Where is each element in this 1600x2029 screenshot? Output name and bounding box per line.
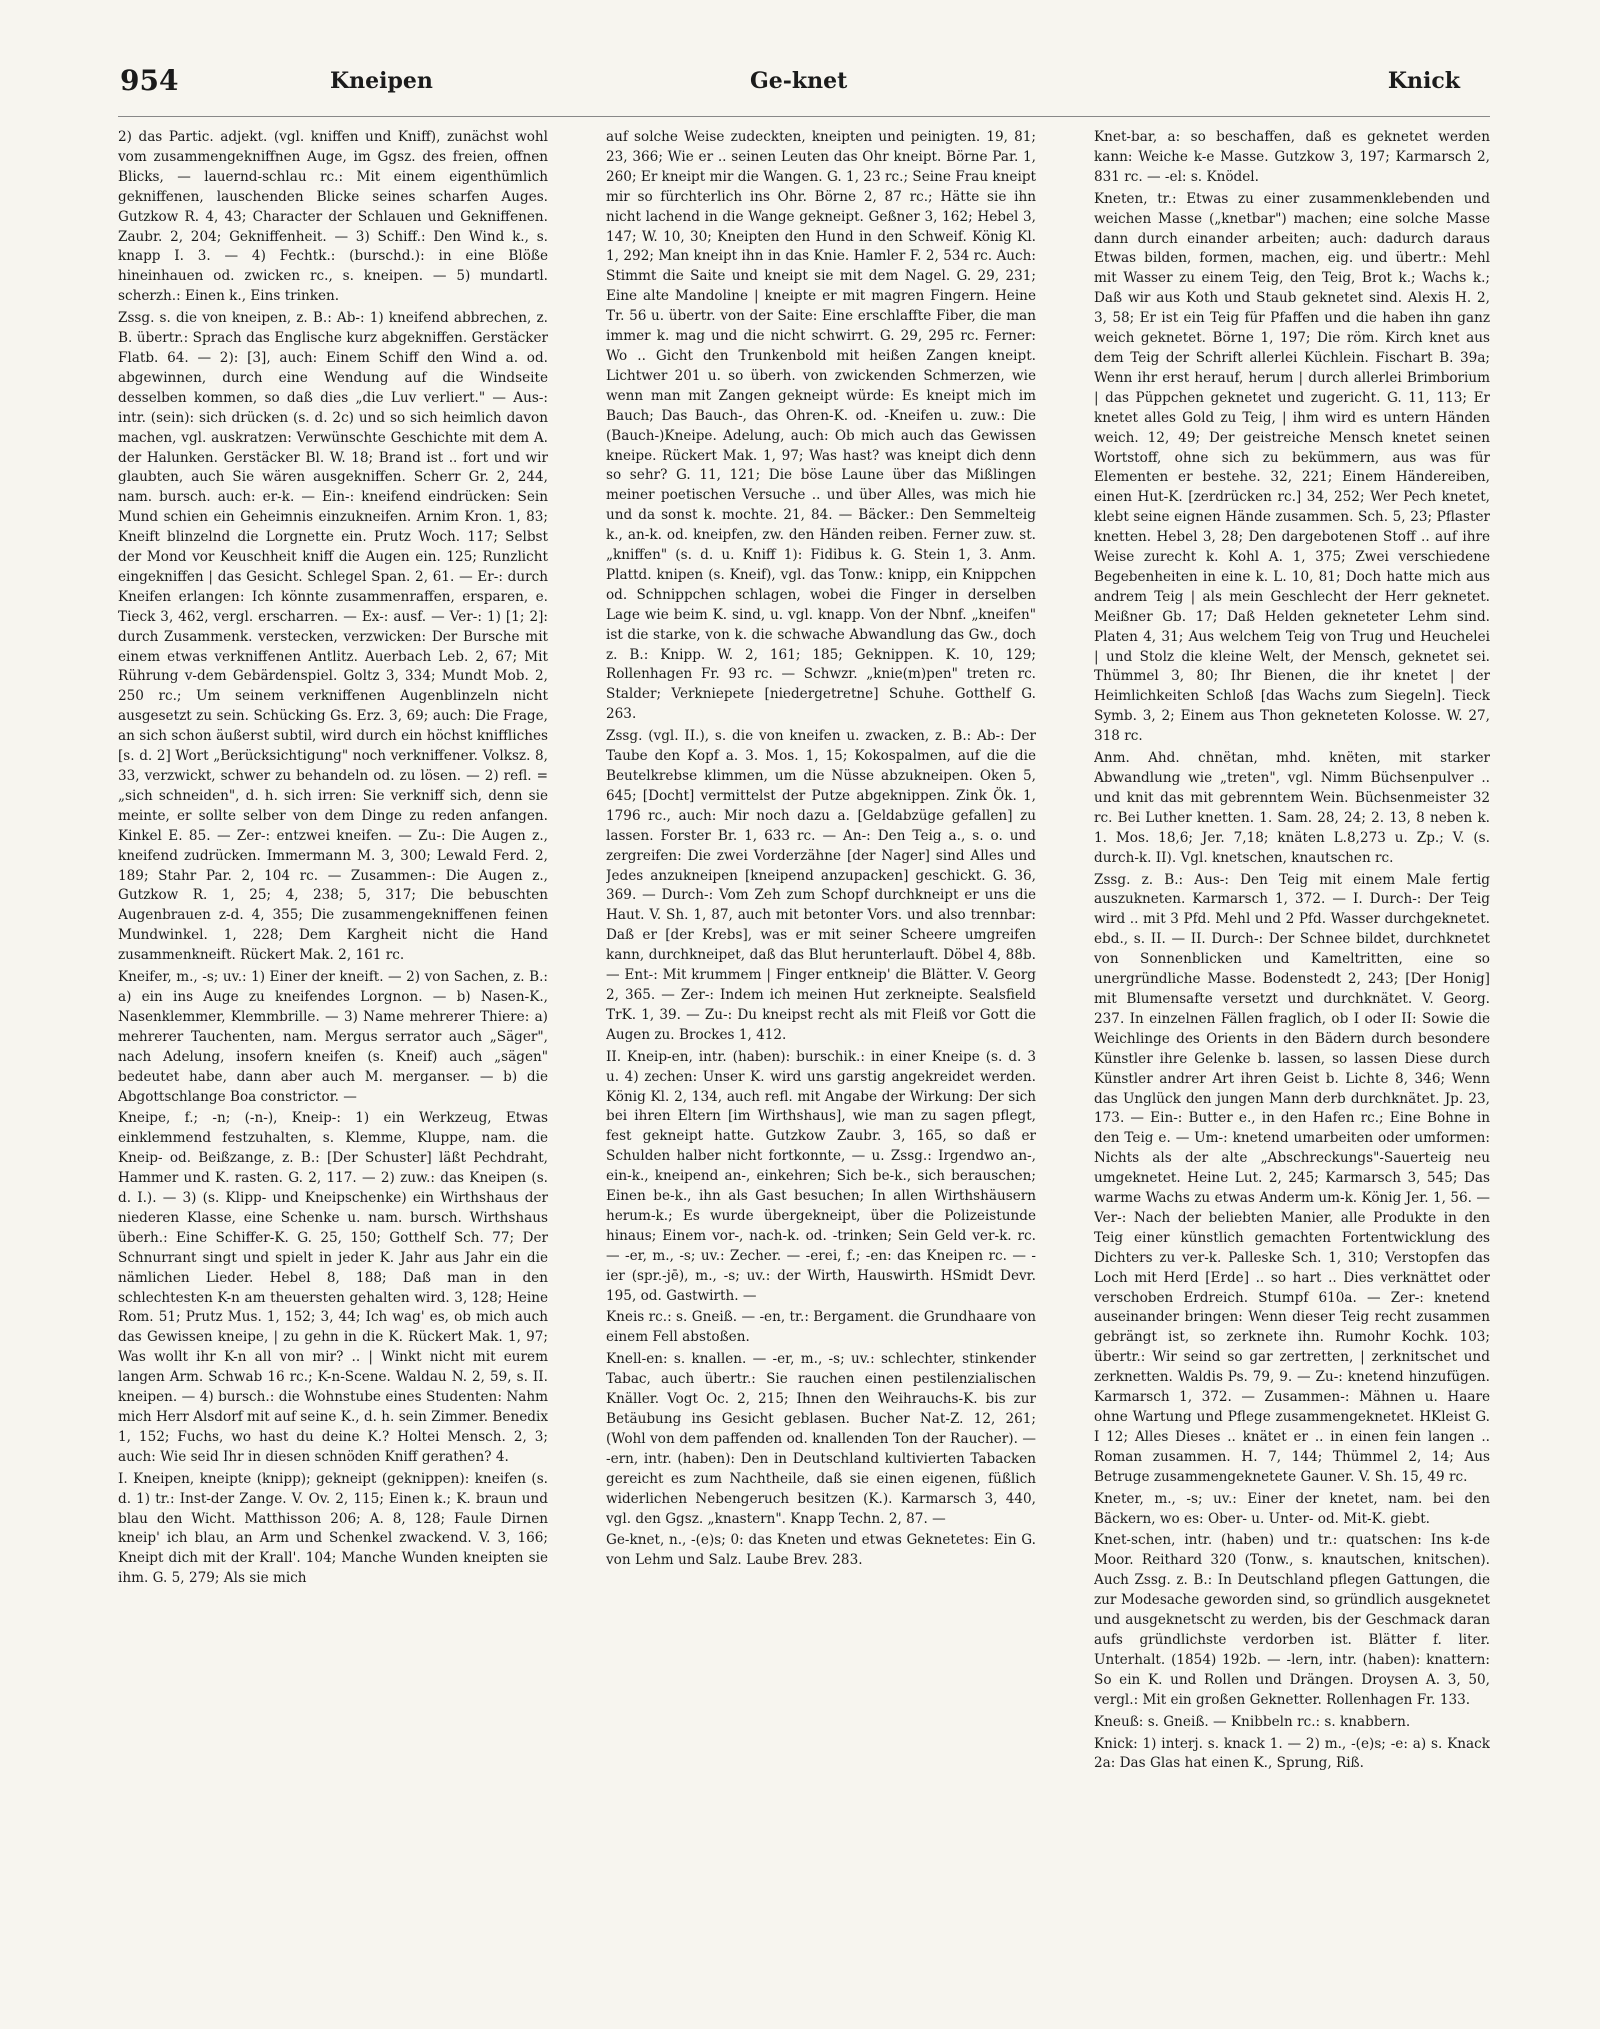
right-catchword: Knick	[1387, 68, 1460, 94]
entry-paragraph: Knick: 1) interj. s. knack 1. — 2) m., -(e)s; -e: a) s. Knack 2a: Das Glas hat einen K., Sprung, Riß.	[1094, 1735, 1490, 1772]
entry-paragraph: Knet-bar, a: so beschaffen, daß es geknetet werden kann: Weiche k-e Masse. Gutzkow 3, 197; Karmarsch 2, 831 rc. — -el: s. Knödel.	[1094, 129, 1490, 185]
left-catchword: Kneipen	[330, 68, 433, 94]
entry-paragraph: Kneipe, f.; -n; (-n-), Kneip-: 1) ein Werkzeug, Etwas einklemmend festzuhalten, s. Klemme, Kluppe, nam. die Kneip- od. Beißzange, z. B.: [Der Schuster] läßt Pechdraht, Hammer und K. rasten. G. 2, 117. — 2) zuw.: das Kneipen (s. d. I.). — 3) (s. Klipp- und Kneipschenke) ein Wirthshaus der niederen Klasse, eine Schenke u. nam. bursch. Wirthshaus überh.: Eine Schiffer-K. G. 25, 150; Gotthelf Sch. 77; Der Schnurrant singt und spielt in jeder K. Jahr aus Jahr ein die nämlichen Lieder. Hebel 8, 188; Daß man in den schlechtesten K-n am theuersten gehalten wird. 3, 128; Heine Rom. 51; Prutz Mus. 1, 152; 3, 44; Ich wag' es, ob mich auch das Gewissen kneipe, | zu gehn in die K. Rückert Mak. 1, 97; Was wollt ihr K-n all von mir? .. | Winkt nicht mit eurem langen Arm. Schwab 16 rc.; K-n-Scene. Waldau N. 2, 59, s. II. kneipen. — 4) bursch.: die Wohnstube eines Studenten: Nahm mich Herr Alsdorf mit auf seine K., d. h. sein Zimmer. Benedix 1, 152; Fuchs, wo hast du deine K.? Holtei Mensch. 2, 3; auch: Wie seid Ihr in diesen schnöden Kniff gerathen? 4.	[118, 1110, 548, 1465]
entry-paragraph: Kneten, tr.: Etwas zu einer zusammenklebenden und weichen Masse („knetbar") machen; eine solche Masse dann durch einander arbeiten; auch: dadurch daraus Etwas bilden, formen, machen, eig. und übertr.: Mehl mit Wasser zu einem Teig, den Teig, Brot k.; Wachs k.; Daß wir aus Koth und Staub geknetet sind. Alexis H. 2, 3, 58; Er ist ein Teig für Pfaffen und die haben ihn ganz weich geknetet. Börne 1, 197; Die röm. Kirch knet aus dem Teig der Schrift allerlei Küchlein. Fischart B. 39a; Wenn ihr erst herauf, herum | durch allerlei Brimborium | das Püppchen geknetet und zugericht. G. 11, 113; Er knetet alles Gold zu Teig, | ihm wird es untern Händen weich. 12, 49; Der geistreiche Mensch knetet seinen Wortstoff, ohne sich zu bekümmern, aus was für Elementen er bestehe. 32, 221; Einem Händereiben, einen Hut-K. [zerdrücken rc.] 34, 252; Wer Pech knetet, klebt seine eignen Hände zusammen. Sch. 5, 23; Pflaster knetten. Hebel 3, 28; Den dargebotenen Stoff .. auf ihre Weise zurecht k. Kohl A. 1, 375; Zwei verschiedene Begebenheiten in eine k. L. 10, 81; Doch hatte mich aus andrem Teig | als mein Geschlecht der Herr geknetet. Meißner Gb. 17; Daß Helden gekneteter Lehm sind. Platen 4, 31; Aus welchem Teig von Trug und Heuchelei | und Stolz die kleine Welt, der Mensch, geknetet sei. Thümmel 3, 80; Ihr Bienen, die ihr knetet | der Heimlichkeiten Schloß [das Wachs zum Siegeln]. Tieck Symb. 3, 2; Einem aus Thon gekneteten Kolosse. W. 27, 318 rc.	[1094, 190, 1490, 745]
entry-paragraph: Zssg. (vgl. II.), s. die von kneifen u. zwacken, z. B.: Ab-: Der Taube den Kopf a. 3. Mos. 1, 15; Kokospalmen, auf die die Beutelkrebse klimmen, um die Nüsse abzukneipen. Oken 5, 645; [Docht] vermittelst der Putze abgeknippen. Zink Ök. 1, 1796 rc., auch: Mir noch dazu a. [Geldabzüge gefallen] zu lassen. Forster Br. 1, 633 rc. — An-: Den Teig a., s. o. und zergreifen: Die zwei Vorderzähne [der Nager] sind Alles und Jedes anzukneipen [kneipend anzupacken] geschickt. G. 36, 369. — Durch-: Vom Zeh zum Schopf durchkneipt er uns die Haut. V. Sh. 1, 87, auch mit betonter Vors. und also trennbar: Daß er [der Krebs], was er mit seiner Scheere umgreifen kann, durchkneipet, daß das Blut herunterlauft. Döbel 4, 88b. — Ent-: Mit krummem | Finger entkneip' die Blätter. V. Georg 2, 365. — Zer-: Indem ich meinen Hut zerkneipte. Sealsfield TrK. 1, 39. — Zu-: Du kneipst recht als mit Fleiß vor Gott die Augen zu. Brockes 1, 412.	[606, 728, 1036, 1043]
column-2	[606, 128, 1036, 1988]
entry-paragraph: Kneuß: s. Gneiß. — Knibbeln rc.: s. knabbern.	[1094, 1713, 1411, 1730]
entry-paragraph: Zssg. z. B.: Aus-: Den Teig mit einem Male fertig auszukneten. Karmarsch 1, 372. — I. Durch-: Der Teig wird .. mit 3 Pfd. Mehl und 2 Pfd. Wasser durchgeknetet. ebd., s. II. — II. Durch-: Der Schnee bildet, durchknetet von Sonnenblicken und Kameltritten, eine so unergründliche Masse. Bodenstedt 2, 243; [Der Honig] mit Blumensafte versetzt und durchknätet. V. Georg. 237. In einzelnen Fällen fraglich, ob I oder II: Sowie die Weichlinge des Orients in den Bädern durch besondere Künstler ihre Gelenke b. lassen, so lassen Diese durch Künstler andrer Art ihren Geist b. Lichte 8, 346; Wenn das Unglück den jungen Mann derb durchknätet. Jp. 23, 173. — Ein-: Butter e., in den Hafen rc.; Eine Bohne in den Teig e. — Um-: knetend umarbeiten oder umformen: Nichts als der alte „Abschreckungs"-Sauerteig neu umgeknetet. Heine Lut. 2, 245; Karmarsch 3, 545; Das warme Wachs zu etwas Anderm um-k. König Jer. 1, 56. — Ver-: Nach der beliebten Manier, alle Produkte in den Teig einer künstlich gemachten Fortentwicklung des Dichters zu ver-k. Palleske Sch. 1, 310; Verstopfen das Loch mit Herd [Erde] .. so hart .. Dies verknättet oder verschoben Erdreich. Stumpf 610a. — Zer-: knetend auseinander bringen: Wenn dieser Teig recht zusammen gebrängt ist, so zerknete ihn. Rumohr Kochk. 103; übertr.: Wir seind so gar zertretten, | zerknitschet und zerknetten. Waldis Ps. 79, 9. — Zu-: knetend hinzufügen. Karmarsch 1, 372. — Zusammen-: Mähnen u. Haare ohne Wartung und Pflege zusammengeknetet. HKleist G. I 12; Alles Dieses .. knätet er .. in einen fein langen .. Roman zusammen. H. 7, 144; Thümmel 2, 14; Aus Betruge zusammengeknetete Gauner. V. Sh. 15, 49 rc.	[1094, 871, 1490, 1485]
entry-paragraph: Kneter, m., -s; uv.: Einer der knetet, nam. bei den Bäckern, wo es: Ober- u. Unter- od. Mit-K. giebt.	[1094, 1490, 1490, 1527]
entry-paragraph: Knell-en: s. knallen. — -er, m., -s; uv.: schlechter, stinkender Tabac, auch übertr.: Sie rauchen einen pestilenzialischen Knäller. Vogt Oc. 2, 215; Ihnen den Weihrauchs-K. bis zur Betäubung ins Gesicht geblasen. Bucher Nat-Z. 12, 261; (Wohl von dem paffenden od. knallenden Ton der Raucher). — -ern, intr. (haben): Den in Deutschland kultivierten Tabacken gereicht es zum Nachtheile, daß sie einen eigenen, füßlich widerlichen Nebengeruch besitzen (K.). Karmarsch 3, 440, vgl. den Ggsz. „knastern". Knapp Techn. 2, 87. —	[606, 1351, 1036, 1527]
entry-paragraph: Kneis rc.: s. Gneiß. — -en, tr.: Bergament. die Grundhaare von einem Fell abstoßen.	[606, 1309, 1036, 1346]
column-3	[1094, 128, 1490, 1988]
entry-paragraph: Ge-knet, n., -(e)s; 0: das Kneten und etwas Geknetetes: Ein G. von Lehm und Salz. Laube Brev. 283.	[606, 1532, 1036, 1569]
entry-paragraph: Kneifer, m., -s; uv.: 1) Einer der kneift. — 2) von Sachen, z. B.: a) ein ins Auge zu kneifendes Lorgnon. — b) Nasen-K., Nasenklemmer, Klemmbrille. — 3) Name mehrerer Thiere: a) mehrerer Tauchenten, nam. Mergus serrator auch „Säger", nach Adelung, insofern kneifen (s. Kneif) auch „sägen" bedeutet habe, dann aber auch M. merganser. — b) die Abgottschlange Boa constrictor. —	[118, 969, 548, 1105]
entry-paragraph: auf solche Weise zudeckten, kneipten und peinigten. 19, 81; 23, 366; Wie er .. seinen Leuten das Ohr kneipt. Börne Par. 1, 260; Er kneipt mir die Wangen. G. 1, 23 rc.; Seine Frau kneipt mir so fürchterlich ins Ohr. Börne 2, 87 rc.; Hätte sie ihn nicht lachend in die Wange gekneipt. Geßner 3, 162; Hebel 3, 147; W. 10, 30; Kneipten den Hund in den Schweif. König Kl. 1, 292; Man kneipt ihn in das Knie. Hamler F. 2, 534 rc. Auch: Stimmt die Saite und kneipt sie mit dem Nagel. G. 29, 231; Eine alte Mandoline | kneipte er mit magren Fingern. Heine Tr. 56 u. übertr. von der Saite: Eine erschlaffte Fiber, die man immer k. mag und die nicht schwirrt. G. 29, 295 rc. Ferner: Wo .. Gicht den Trunkenbold mit heißen Zangen kneipt. Lichtwer 201 u. so überh. von zwickenden Schmerzen, wie wenn man mit Zangen gekneipt würde: Es kneipt mich im Bauch; Das Bauch-, das Ohren-K. od. -Kneifen u. zuw.: Die (Bauch-)Kneipe. Adelung, auch: Ob mich auch das Gewissen kneipe. Rückert Mak. 1, 97; Was hast? was kneipt dich denn so sehr? G. 11, 121; Die böse Laune über das Mißlingen meiner poetischen Versuche .. und über Alles, was mich hie und da sonst k. mochte. 21, 84. — Bäcker.: Den Semmelteig k., an-k. od. kneipfen, zw. den Händen reiben. Ferner zuw. st. „kniffen" (s. d. u. Kniff 1): Fidibus k. G. Stein 1, 3. Anm. Plattd. knipen (s. Kneif), vgl. das Tonw.: knipp, ein Knippchen od. Schnippchen schlagen, wobei die Finger in derselben Lage wie beim K. sind, u. vgl. knapp. Von der Nbnf. „kneifen" ist die starke, von k. die schwache Abwandlung das Gw., doch z. B.: Knipp. W. 2, 161; 185; Geknippen. K. 10, 129; Rollenhagen Fr. 93 rc. — Schwzr. „knie(m)pen" treten rc. Stalder; Verkniepete [niedergetretne] Schuhe. Gotthelf G. 263.	[606, 129, 1036, 723]
page-number: 954	[120, 64, 179, 97]
entry-paragraph: Anm. Ahd. chnëtan, mhd. knëten, mit starker Abwandlung wie „treten", vgl. Nimm Büchsenpulver .. und knit das mit gebrenntem Wein. Büchsenmeister 32 rc. Bei Luther knetten. 1. Sam. 28, 24; 2. 13, 8 neben k. 1. Mos. 18,6; Jer. 7,18; knäten L.8,273 u. Zp.; V. (s. durch-k. II). Vgl. knetschen, knautschen rc.	[1094, 750, 1490, 866]
page-header	[120, 64, 1490, 108]
entry-paragraph: Knet-schen, intr. (haben) und tr.: quatschen: Ins k-de Moor. Reithard 320 (Tonw., s. knautschen, knitschen). Auch Zssg. z. B.: In Deutschland pflegen Gattungen, die zur Modesache geworden sind, so gründlich ausgeknetet und ausgeknetscht zu werden, bis der Geschmack daran aufs gründlichste verdorben ist. Blätter f. liter. Unterhalt. (1854) 192b. — -lern, intr. (haben): knattern: So ein K. und Rollen und Drängen. Droysen A. 3, 50, vergl.: Mit ein großen Geknetter. Rollenhagen Fr. 133.	[1094, 1532, 1490, 1708]
entry-paragraph: I. Kneipen, kneipte (knipp); gekneipt (geknippen): kneifen (s. d. 1) tr.: Inst-der Zange. V. Ov. 2, 115; Einen k.; K. braun und blau den Wicht. Matthisson 206; A. 8, 128; Faule Dirnen kneip' ich blau, an Arm und Schenkel zwackend. V. 3, 166; Kneipt dich mit der Krall'. 104; Manche Wunden kneipten sie ihm. G. 5, 279; Als sie mich	[118, 1470, 548, 1587]
column-1	[118, 128, 548, 1988]
entry-paragraph: Zssg. s. die von kneipen, z. B.: Ab-: 1) kneifend abbrechen, z. B. übertr.: Sprach das Englische kurz abgekniffen. Gerstäcker Flatb. 64. — 2): [3], auch: Einem Schiff den Wind a. od. abgewinnen, durch eine Wendung auf die Windseite desselben kommen, so daß dies „die Luv verliert." — Aus-: intr. (sein): sich drücken (s. d. 2c) und so sich heimlich davon machen, vgl. auskratzen: Verwünschte Geschichte mit dem A. der Halunken. Gerstäcker Bl. W. 18; Brand ist .. fort und wir glaubten, auch Sie wären ausgekniffen. Scherr Gr. 2, 244, nam. bursch. auch: er-k. — Ein-: kneifend eindrücken: Sein Mund schien ein Geheimnis einzukneifen. Arnim Kron. 1, 83; Kneift blinzelnd die Lorgnette ein. Prutz Woch. 117; Selbst der Mond vor Keuschheit kniff die Augen ein. 125; Runzlicht eingekniffen | das Gesicht. Schlegel Span. 2, 61. — Er-: durch Kneifen erlangen: Ich könnte zusammenraffen, ersparen, e. Tieck 3, 462, vergl. erscharren. — Ex-: ausf. — Ver-: 1) [1; 2]: durch Zusammenk. verstecken, verzwicken: Der Bursche mit einem etwas verkniffenen Antlitz. Auerbach Leb. 2, 67; Mit Rührung v-dem Gebärdenspiel. Goltz 3, 334; Mundt Mob. 2, 250 rc.; Um seinem verkniffenen Augenblinzeln nicht ausgesetzt zu sein. Schücking Gs. Erz. 3, 69; auch: Die Frage, an sich schon äußerst subtil, wird durch ein höchst kniffliches [s. d. 2] Wort „Berücksichtigung" noch verkniffener. Volksz. 8, 33, verzwickt, schwer zu behandeln od. zu lösen. — 2) refl. = „sich schneiden", d. h. sich irren: Sie verkniff sich, denn sie meinte, er sollte selber von dem Dinge zu reden anfangen. Kinkel E. 85. — Zer-: entzwei kneifen. — Zu-: Die Augen z., kneifend zudrücken. Immermann M. 3, 300; Lewald Ferd. 2, 189; Stahr Par. 2, 104 rc. — Zusammen-: Die Augen z., Gutzkow R. 1, 25; 4, 238; 5, 317; Die bebuschten Augenbrauen z-d. 4, 355; Die zusammengekniffenen feinen Mundwinkel. 1, 228; Dem Kargheit nicht die Hand zusammenkneift. Rückert Mak. 2, 161 rc.	[118, 310, 548, 964]
header-rule	[118, 116, 1490, 117]
entry-paragraph: II. Kneip-en, intr. (haben): burschik.: in einer Kneipe (s. d. 3 u. 4) zechen: Unser K. wird uns garstig angekreidet werden. König Kl. 2, 134, auch refl. mit Angabe der Wirkung: Der sich bei ihren Eltern [im Wirthshaus], wie man zu sagen pflegt, fest gekneipt hatte. Gutzkow Zaubr. 3, 165, so daß er Schulden halber nicht fortkonnte, — u. Zssg.: Irgendwo an-, ein-k., kneipend an-, einkehren; Sich be-k., sich berauschen; Einen be-k., ihn als Gast besuchen; In allen Wirthshäusern herum-k.; Es wurde übergekneipt, über die Polizeistunde hinaus; Einem vor-, nach-k. od. -trinken; Sein Geld ver-k. rc. — -er, m., -s; uv.: Zecher. — -erei, f.; -en: das Kneipen rc. — -ier (spr.-jē), m., -s; uv.: der Wirth, Hauswirth. HSmidt Devr. 195, od. Gastwirth. —	[606, 1048, 1036, 1304]
center-catchword: Ge-knet	[750, 68, 848, 94]
text-columns	[118, 128, 1490, 1988]
entry-paragraph: 2) das Partic. adjekt. (vgl. kniffen und Kniff), zunächst wohl vom zusammengekniffnen Auge, im Ggsz. des freien, offnen Blicks, — lauernd-schlau rc.: Mit einem eigenthümlich gekniffenen, lauschenden Blicke seines scharfen Auges. Gutzkow R. 4, 43; Character der Schlauen und Gekniffenen. Zaubr. 2, 204; Gekniffenheit. — 3) Schiff.: Den Wind k., s. knapp I. 3. — 4) Fechtk.: (burschd.): in eine Blöße hineinhauen od. zwicken rc., s. kneipen. — 5) mundartl. scherzh.: Einen k., Eins trinken.	[118, 129, 548, 305]
